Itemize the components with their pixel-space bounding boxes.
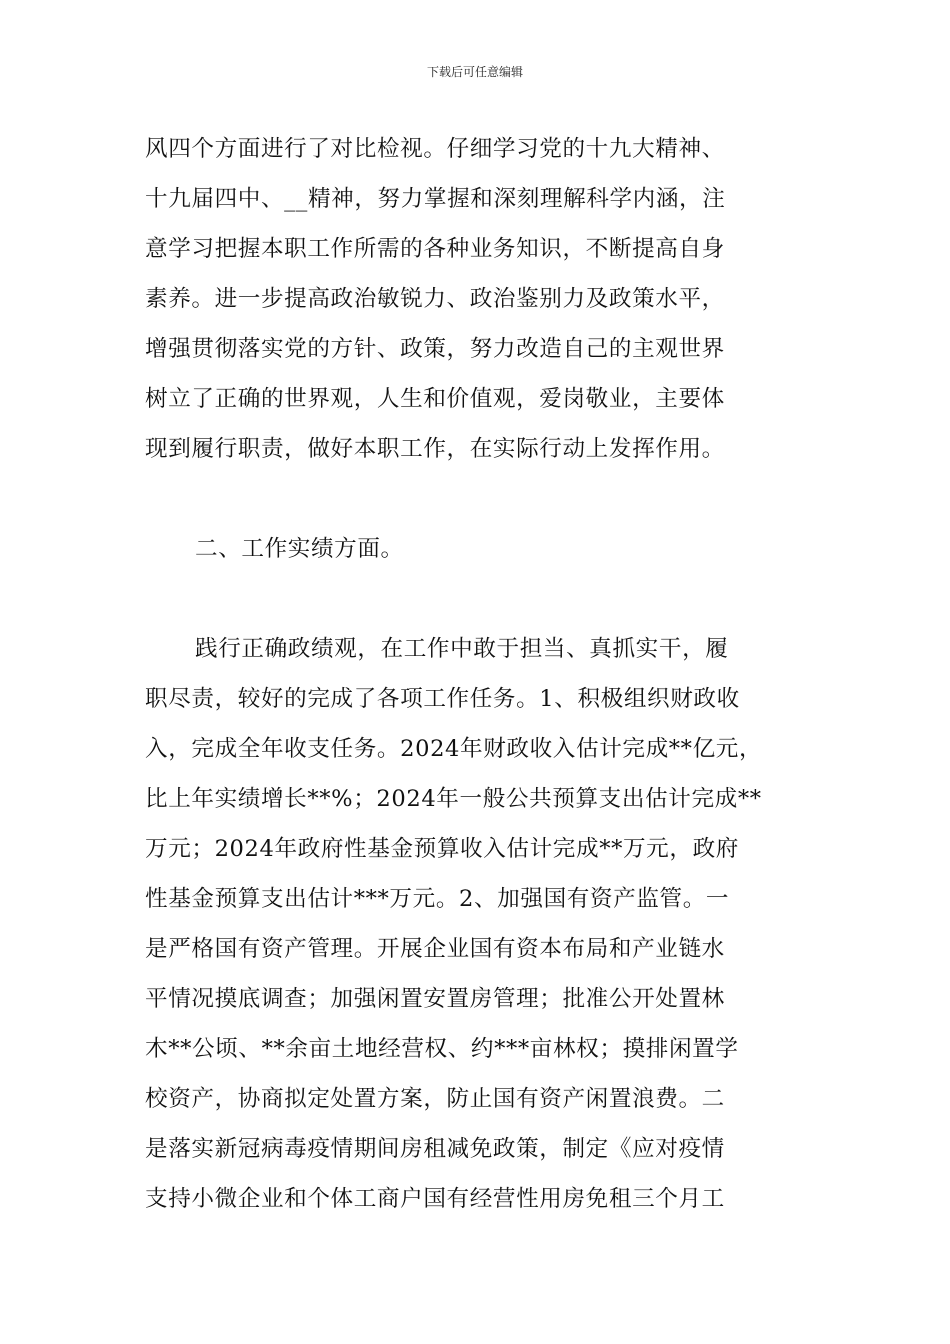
- paragraph-line: 入，完成全年收支任务。2024年财政收入估计完成**亿元，: [145, 736, 763, 762]
- section-heading: 二、工作实绩方面。: [195, 536, 404, 562]
- paragraph-line: 支持小微企业和个体工商户国有经营性用房免租三个月工: [145, 1186, 725, 1212]
- paragraph-line: 意学习把握本职工作所需的各种业务知识，不断提高自身: [145, 236, 725, 262]
- paragraph-line: 性基金预算支出估计***万元。2、加强国有资产监管。一: [145, 886, 730, 912]
- paragraph-line: 是落实新冠病毒疫情期间房租减免政策，制定《应对疫情: [145, 1136, 725, 1162]
- paragraph-line: 树立了正确的世界观，人生和价值观，爱岗敬业，主要体: [145, 386, 725, 412]
- paragraph-line: 增强贯彻落实党的方针、政策，努力改造自己的主观世界: [145, 336, 725, 362]
- paragraph-gap: [145, 474, 835, 524]
- paragraph-line: 十九届四中、__精神，努力掌握和深刻理解科学内涵，注: [145, 186, 726, 212]
- paragraph-line: 比上年实绩增长**%；2024年一般公共预算支出估计完成**: [145, 786, 762, 812]
- paragraph-line: 践行正确政绩观，在工作中敢于担当、真抓实干，履: [195, 636, 729, 662]
- paragraph-line: 木**公顷、**余亩土地经营权、约***亩林权；摸排闲置学: [145, 1036, 739, 1062]
- document-body: [145, 124, 835, 1224]
- paragraph-line: 现到履行职责，做好本职工作，在实际行动上发挥作用。: [145, 436, 725, 462]
- paragraph-line: 风四个方面进行了对比检视。仔细学习党的十九大精神、: [145, 136, 725, 162]
- paragraph-line: 是严格国有资产管理。开展企业国有资本布局和产业链水: [145, 936, 725, 962]
- paragraph-line: 素养。进一步提高政治敏锐力、政治鉴别力及政策水平，: [145, 286, 725, 312]
- paragraph-line: 校资产，协商拟定处置方案，防止国有资产闲置浪费。二: [145, 1086, 725, 1112]
- paragraph-gap: [145, 574, 835, 624]
- paragraph-line: 万元；2024年政府性基金预算收入估计完成**万元，政府: [145, 836, 739, 862]
- paragraph-line: 平情况摸底调查；加强闲置安置房管理；批准公开处置林: [145, 986, 725, 1012]
- page-header-note: 下载后可任意编辑: [426, 65, 523, 79]
- paragraph-line: 职尽责，较好的完成了各项工作任务。1、积极组织财政收: [145, 686, 740, 712]
